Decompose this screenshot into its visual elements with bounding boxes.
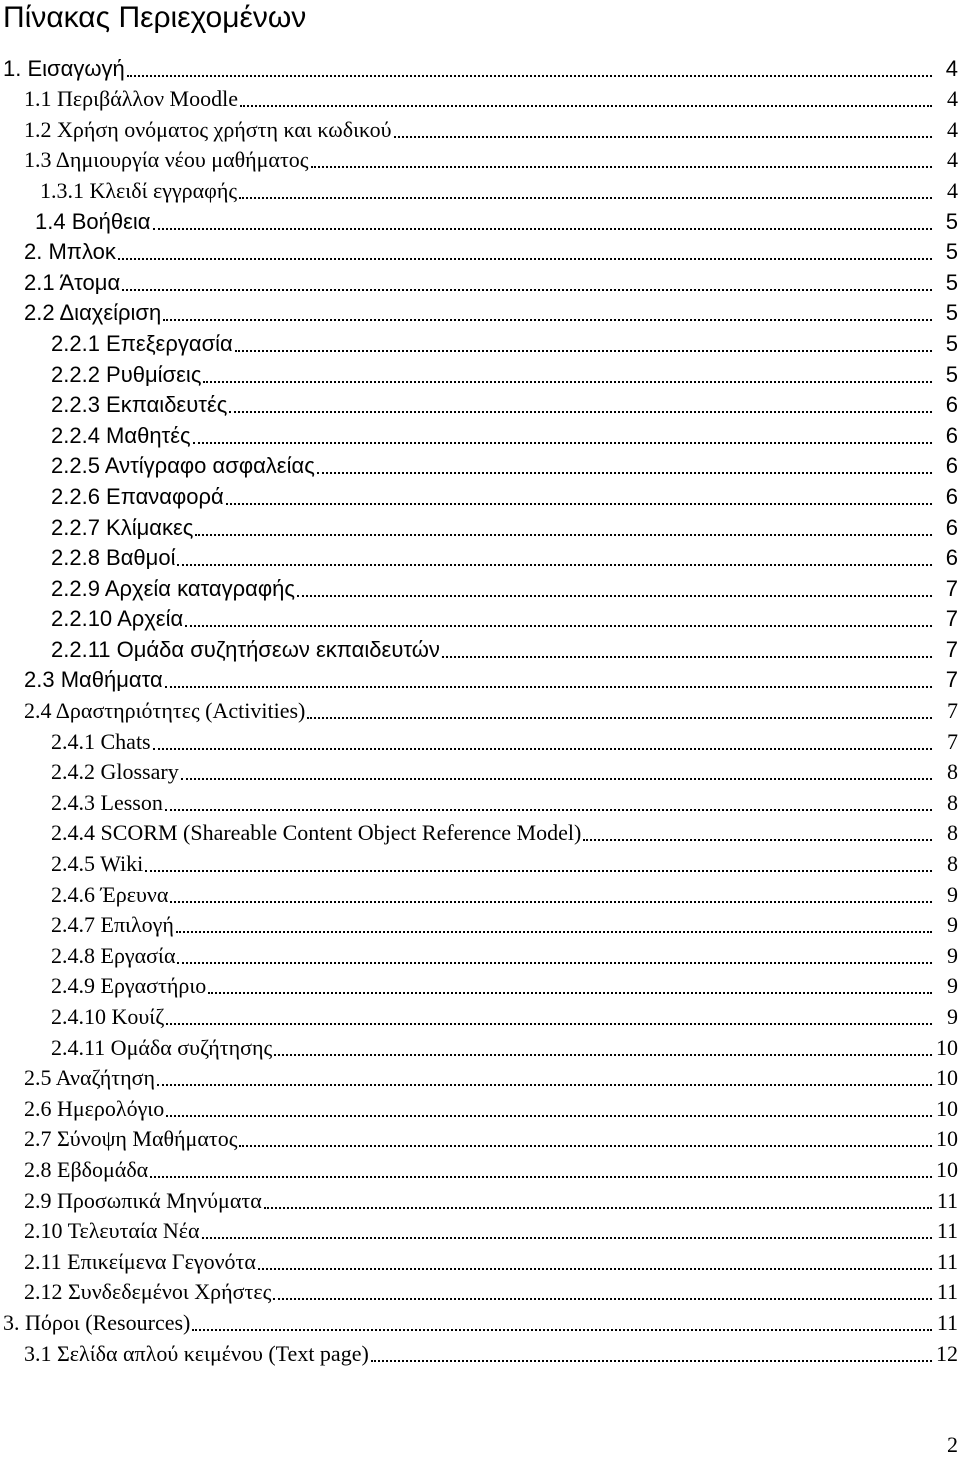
toc-dot-leader bbox=[192, 1329, 932, 1331]
toc-entry-title: 2.2.5 Αντίγραφο ασφαλείας bbox=[51, 453, 315, 479]
toc-entry[interactable] bbox=[0, 357, 960, 388]
toc-entry-title: 2.4 Δραστηριότητες (Activities) bbox=[24, 698, 306, 724]
toc-entry[interactable] bbox=[0, 969, 960, 1000]
toc-dot-leader bbox=[195, 534, 932, 536]
table-of-contents bbox=[0, 51, 960, 1367]
toc-entry-page: 7 bbox=[947, 698, 958, 724]
toc-entry-title: 2.4.10 Κουίζ bbox=[51, 1004, 165, 1029]
toc-entry-page: 5 bbox=[945, 300, 958, 326]
toc-entry-title: 2.4.7 Επιλογή bbox=[51, 912, 174, 938]
toc-dot-leader bbox=[235, 350, 932, 352]
toc-dot-leader bbox=[127, 75, 932, 77]
toc-entry-title: 2.2.3 Εκπαιδευτές bbox=[51, 392, 228, 418]
toc-entry-title: 2.4.4 SCORM (Shareable Content Object Reference Model) bbox=[51, 820, 582, 846]
toc-entry-title: 1.3.1 Κλειδί εγγραφής bbox=[40, 177, 238, 203]
toc-entry[interactable] bbox=[0, 296, 960, 327]
toc-entry-title: 2.4.6 Έρευνα bbox=[51, 881, 169, 907]
toc-entry[interactable] bbox=[0, 388, 960, 419]
toc-entry-title: 2.2.9 Αρχεία καταγραφής bbox=[51, 575, 295, 601]
toc-dot-leader bbox=[166, 1115, 932, 1117]
toc-dot-leader bbox=[177, 962, 932, 964]
toc-entry-title: 2.2 Διαχείριση bbox=[24, 300, 162, 326]
toc-dot-leader bbox=[203, 381, 932, 383]
toc-entry-title: 2.4.8 Εργασία bbox=[51, 942, 176, 968]
toc-entry-title: 2.4.5 Wiki bbox=[51, 851, 144, 877]
toc-entry-title: 2.6 Ημερολόγιο bbox=[24, 1095, 165, 1121]
toc-entry-title: 2.5 Αναζήτηση bbox=[24, 1065, 155, 1091]
toc-entry-title: 3. Πόροι (Resources) bbox=[3, 1309, 191, 1335]
toc-dot-leader bbox=[229, 411, 932, 413]
toc-entry-page: 6 bbox=[945, 392, 958, 418]
toc-entry-page: 9 bbox=[947, 881, 958, 907]
toc-entry[interactable] bbox=[0, 877, 960, 908]
toc-entry[interactable] bbox=[0, 1152, 960, 1183]
toc-entry[interactable] bbox=[0, 173, 960, 204]
toc-entry-title: 1.2 Χρήση ονόματος χρήστη και κωδικού bbox=[24, 116, 392, 142]
toc-dot-leader bbox=[185, 625, 932, 627]
toc-dot-leader bbox=[317, 472, 932, 474]
toc-dot-leader bbox=[165, 686, 932, 688]
toc-dot-leader bbox=[181, 778, 932, 780]
toc-entry-page: 6 bbox=[945, 545, 958, 571]
toc-entry-page: 11 bbox=[936, 1187, 958, 1213]
toc-dot-leader bbox=[583, 839, 932, 841]
toc-entry-page: 5 bbox=[945, 269, 958, 295]
toc-dot-leader bbox=[442, 656, 932, 658]
toc-entry[interactable] bbox=[0, 51, 960, 82]
toc-dot-leader bbox=[264, 1207, 932, 1209]
toc-dot-leader bbox=[153, 228, 933, 230]
toc-entry-title: 2. Μπλοκ bbox=[24, 239, 116, 265]
toc-dot-leader bbox=[273, 1298, 932, 1300]
toc-dot-leader bbox=[122, 289, 932, 291]
toc-entry-title: 2.2.11 Ομάδα συζητήσεων εκπαιδευτών bbox=[51, 636, 440, 662]
toc-entry-page: 9 bbox=[947, 942, 958, 968]
toc-entry-title: 2.7 Σύνοψη Μαθήματος bbox=[24, 1126, 238, 1152]
toc-entry[interactable] bbox=[0, 1336, 960, 1367]
toc-entry-page: 6 bbox=[945, 422, 958, 448]
toc-entry[interactable] bbox=[0, 82, 960, 113]
toc-entry[interactable] bbox=[0, 418, 960, 449]
toc-entry[interactable] bbox=[0, 1214, 960, 1245]
toc-entry-page: 6 bbox=[945, 483, 958, 509]
toc-entry-title: 2.4.1 Chats bbox=[51, 728, 151, 754]
toc-entry-title: 2.10 Τελευταία Νέα bbox=[24, 1218, 200, 1244]
toc-entry-page: 7 bbox=[945, 575, 958, 601]
toc-entry-title: 2.3 Μαθήματα bbox=[24, 667, 163, 693]
toc-entry-title: 2.4.3 Lesson bbox=[51, 789, 163, 815]
toc-dot-leader bbox=[311, 166, 932, 168]
toc-entry-page: 10 bbox=[936, 1095, 958, 1121]
toc-entry[interactable] bbox=[0, 755, 960, 786]
toc-entry-page: 10 bbox=[936, 1126, 958, 1152]
toc-entry-page: 5 bbox=[945, 330, 958, 356]
toc-entry[interactable] bbox=[0, 449, 960, 480]
toc-entry-title: 2.2.6 Επαναφορά bbox=[51, 483, 224, 509]
page-number: 2 bbox=[947, 1432, 958, 1457]
toc-entry-page: 11 bbox=[936, 1218, 958, 1244]
toc-entry[interactable] bbox=[0, 999, 960, 1030]
toc-entry-page: 11 bbox=[936, 1248, 958, 1274]
toc-entry-page: 11 bbox=[936, 1309, 958, 1335]
toc-entry[interactable] bbox=[0, 112, 960, 143]
toc-dot-leader bbox=[165, 809, 932, 811]
toc-entry-title: 2.2.2 Ρυθμίσεις bbox=[51, 361, 202, 387]
toc-entry-title: 2.4.2 Glossary bbox=[51, 759, 179, 785]
toc-entry[interactable] bbox=[0, 846, 960, 877]
toc-dot-leader bbox=[145, 870, 932, 872]
toc-dot-leader bbox=[170, 901, 932, 903]
toc-entry-title: 2.1 Άτομα bbox=[24, 269, 121, 295]
toc-entry[interactable] bbox=[0, 1183, 960, 1214]
toc-entry[interactable] bbox=[0, 816, 960, 847]
toc-entry[interactable] bbox=[0, 908, 960, 939]
toc-entry[interactable] bbox=[0, 265, 960, 296]
toc-entry-page: 4 bbox=[947, 116, 958, 142]
toc-dot-leader bbox=[371, 1360, 932, 1362]
toc-entry-page: 7 bbox=[945, 667, 958, 693]
toc-entry-page: 10 bbox=[936, 1034, 958, 1060]
toc-entry-page: 8 bbox=[947, 820, 958, 846]
toc-entry[interactable] bbox=[0, 663, 960, 694]
toc-entry-page: 4 bbox=[947, 86, 958, 112]
toc-entry-title: 1.3 Δημιουργία νέου μαθήματος bbox=[24, 147, 309, 173]
toc-entry-page: 12 bbox=[936, 1340, 958, 1366]
toc-entry-page: 9 bbox=[947, 912, 958, 938]
toc-entry-title: 3.1 Σελίδα απλού κειμένου (Text page) bbox=[24, 1340, 369, 1366]
toc-entry-page: 4 bbox=[947, 147, 958, 173]
toc-entry[interactable] bbox=[0, 632, 960, 663]
toc-entry-title: 1.4 Βοήθεια bbox=[35, 208, 151, 234]
toc-entry[interactable] bbox=[0, 1091, 960, 1122]
toc-entry-page: 10 bbox=[936, 1156, 958, 1182]
toc-entry[interactable] bbox=[0, 235, 960, 266]
toc-entry-page: 7 bbox=[945, 636, 958, 662]
toc-dot-leader bbox=[307, 717, 932, 719]
toc-entry[interactable] bbox=[0, 571, 960, 602]
toc-entry-title: 2.2.10 Αρχεία bbox=[51, 606, 184, 632]
toc-entry-page: 4 bbox=[947, 177, 958, 203]
toc-dot-leader bbox=[118, 258, 932, 260]
toc-entry-page: 9 bbox=[947, 1004, 958, 1029]
toc-entry[interactable] bbox=[0, 143, 960, 174]
toc-dot-leader bbox=[258, 1268, 932, 1270]
toc-entry-page: 9 bbox=[947, 973, 958, 999]
toc-dot-leader bbox=[239, 1145, 932, 1147]
toc-entry[interactable] bbox=[0, 1275, 960, 1306]
toc-dot-leader bbox=[274, 1054, 932, 1056]
toc-dot-leader bbox=[157, 1084, 932, 1086]
toc-entry-title: 2.2.8 Βαθμοί bbox=[51, 545, 176, 571]
toc-entry-title: 2.11 Επικείμενα Γεγονότα bbox=[24, 1248, 256, 1274]
toc-entry-page: 6 bbox=[945, 453, 958, 479]
toc-entry-page: 8 bbox=[947, 851, 958, 877]
toc-entry[interactable] bbox=[0, 326, 960, 357]
toc-dot-leader bbox=[153, 748, 932, 750]
toc-dot-leader bbox=[297, 595, 932, 597]
toc-entry[interactable] bbox=[0, 693, 960, 724]
toc-entry-title: 1.1 Περιβάλλον Moodle bbox=[24, 86, 238, 112]
toc-entry[interactable] bbox=[0, 541, 960, 572]
toc-entry-title: 2.2.4 Μαθητές bbox=[51, 422, 191, 448]
toc-dot-leader bbox=[226, 503, 932, 505]
toc-entry-title: 2.2.1 Επεξεργασία bbox=[51, 330, 233, 356]
toc-entry-title: 2.4.9 Εργαστήριο bbox=[51, 973, 207, 999]
toc-entry-page: 10 bbox=[936, 1065, 958, 1091]
toc-dot-leader bbox=[166, 1023, 932, 1025]
toc-entry[interactable] bbox=[0, 1030, 960, 1061]
toc-dot-leader bbox=[240, 105, 932, 107]
toc-entry-page: 5 bbox=[945, 361, 958, 387]
toc-entry[interactable] bbox=[0, 1305, 960, 1336]
toc-entry-title: 2.2.7 Κλίμακες bbox=[51, 514, 194, 540]
toc-entry-page: 6 bbox=[945, 514, 958, 540]
toc-dot-leader bbox=[176, 931, 932, 933]
toc-entry[interactable] bbox=[0, 1122, 960, 1153]
toc-entry-page: 5 bbox=[945, 208, 958, 234]
toc-dot-leader bbox=[193, 442, 932, 444]
toc-entry-page: 11 bbox=[936, 1279, 958, 1305]
toc-entry-page: 5 bbox=[945, 239, 958, 265]
toc-dot-leader bbox=[202, 1237, 932, 1239]
toc-entry-title: 2.4.11 Ομάδα συζήτησης bbox=[51, 1034, 273, 1060]
toc-entry[interactable] bbox=[0, 785, 960, 816]
toc-entry[interactable] bbox=[0, 204, 960, 235]
toc-entry[interactable] bbox=[0, 479, 960, 510]
toc-dot-leader bbox=[394, 136, 932, 138]
toc-dot-leader bbox=[239, 197, 932, 199]
toc-entry[interactable] bbox=[0, 938, 960, 969]
toc-entry-title: 1. Εισαγωγή bbox=[3, 55, 125, 81]
toc-entry-title: 2.8 Εβδομάδα bbox=[24, 1156, 149, 1182]
toc-entry-page: 8 bbox=[947, 789, 958, 815]
toc-dot-leader bbox=[208, 992, 932, 994]
toc-entry[interactable] bbox=[0, 510, 960, 541]
toc-entry-page: 8 bbox=[947, 759, 958, 785]
toc-entry-title: 2.12 Συνδεδεμένοι Χρήστες bbox=[24, 1279, 272, 1305]
toc-entry[interactable] bbox=[0, 602, 960, 633]
toc-entry-page: 7 bbox=[945, 606, 958, 632]
toc-dot-leader bbox=[163, 319, 932, 321]
toc-dot-leader bbox=[150, 1176, 932, 1178]
toc-entry[interactable] bbox=[0, 1061, 960, 1092]
page-title: Πίνακας Περιεχομένων bbox=[3, 1, 307, 34]
toc-entry-page: 4 bbox=[945, 55, 958, 81]
toc-entry-title: 2.9 Προσωπικά Μηνύματα bbox=[24, 1187, 262, 1213]
toc-entry[interactable] bbox=[0, 1244, 960, 1275]
toc-entry[interactable] bbox=[0, 724, 960, 755]
toc-entry-page: 7 bbox=[947, 728, 958, 754]
toc-dot-leader bbox=[177, 564, 932, 566]
